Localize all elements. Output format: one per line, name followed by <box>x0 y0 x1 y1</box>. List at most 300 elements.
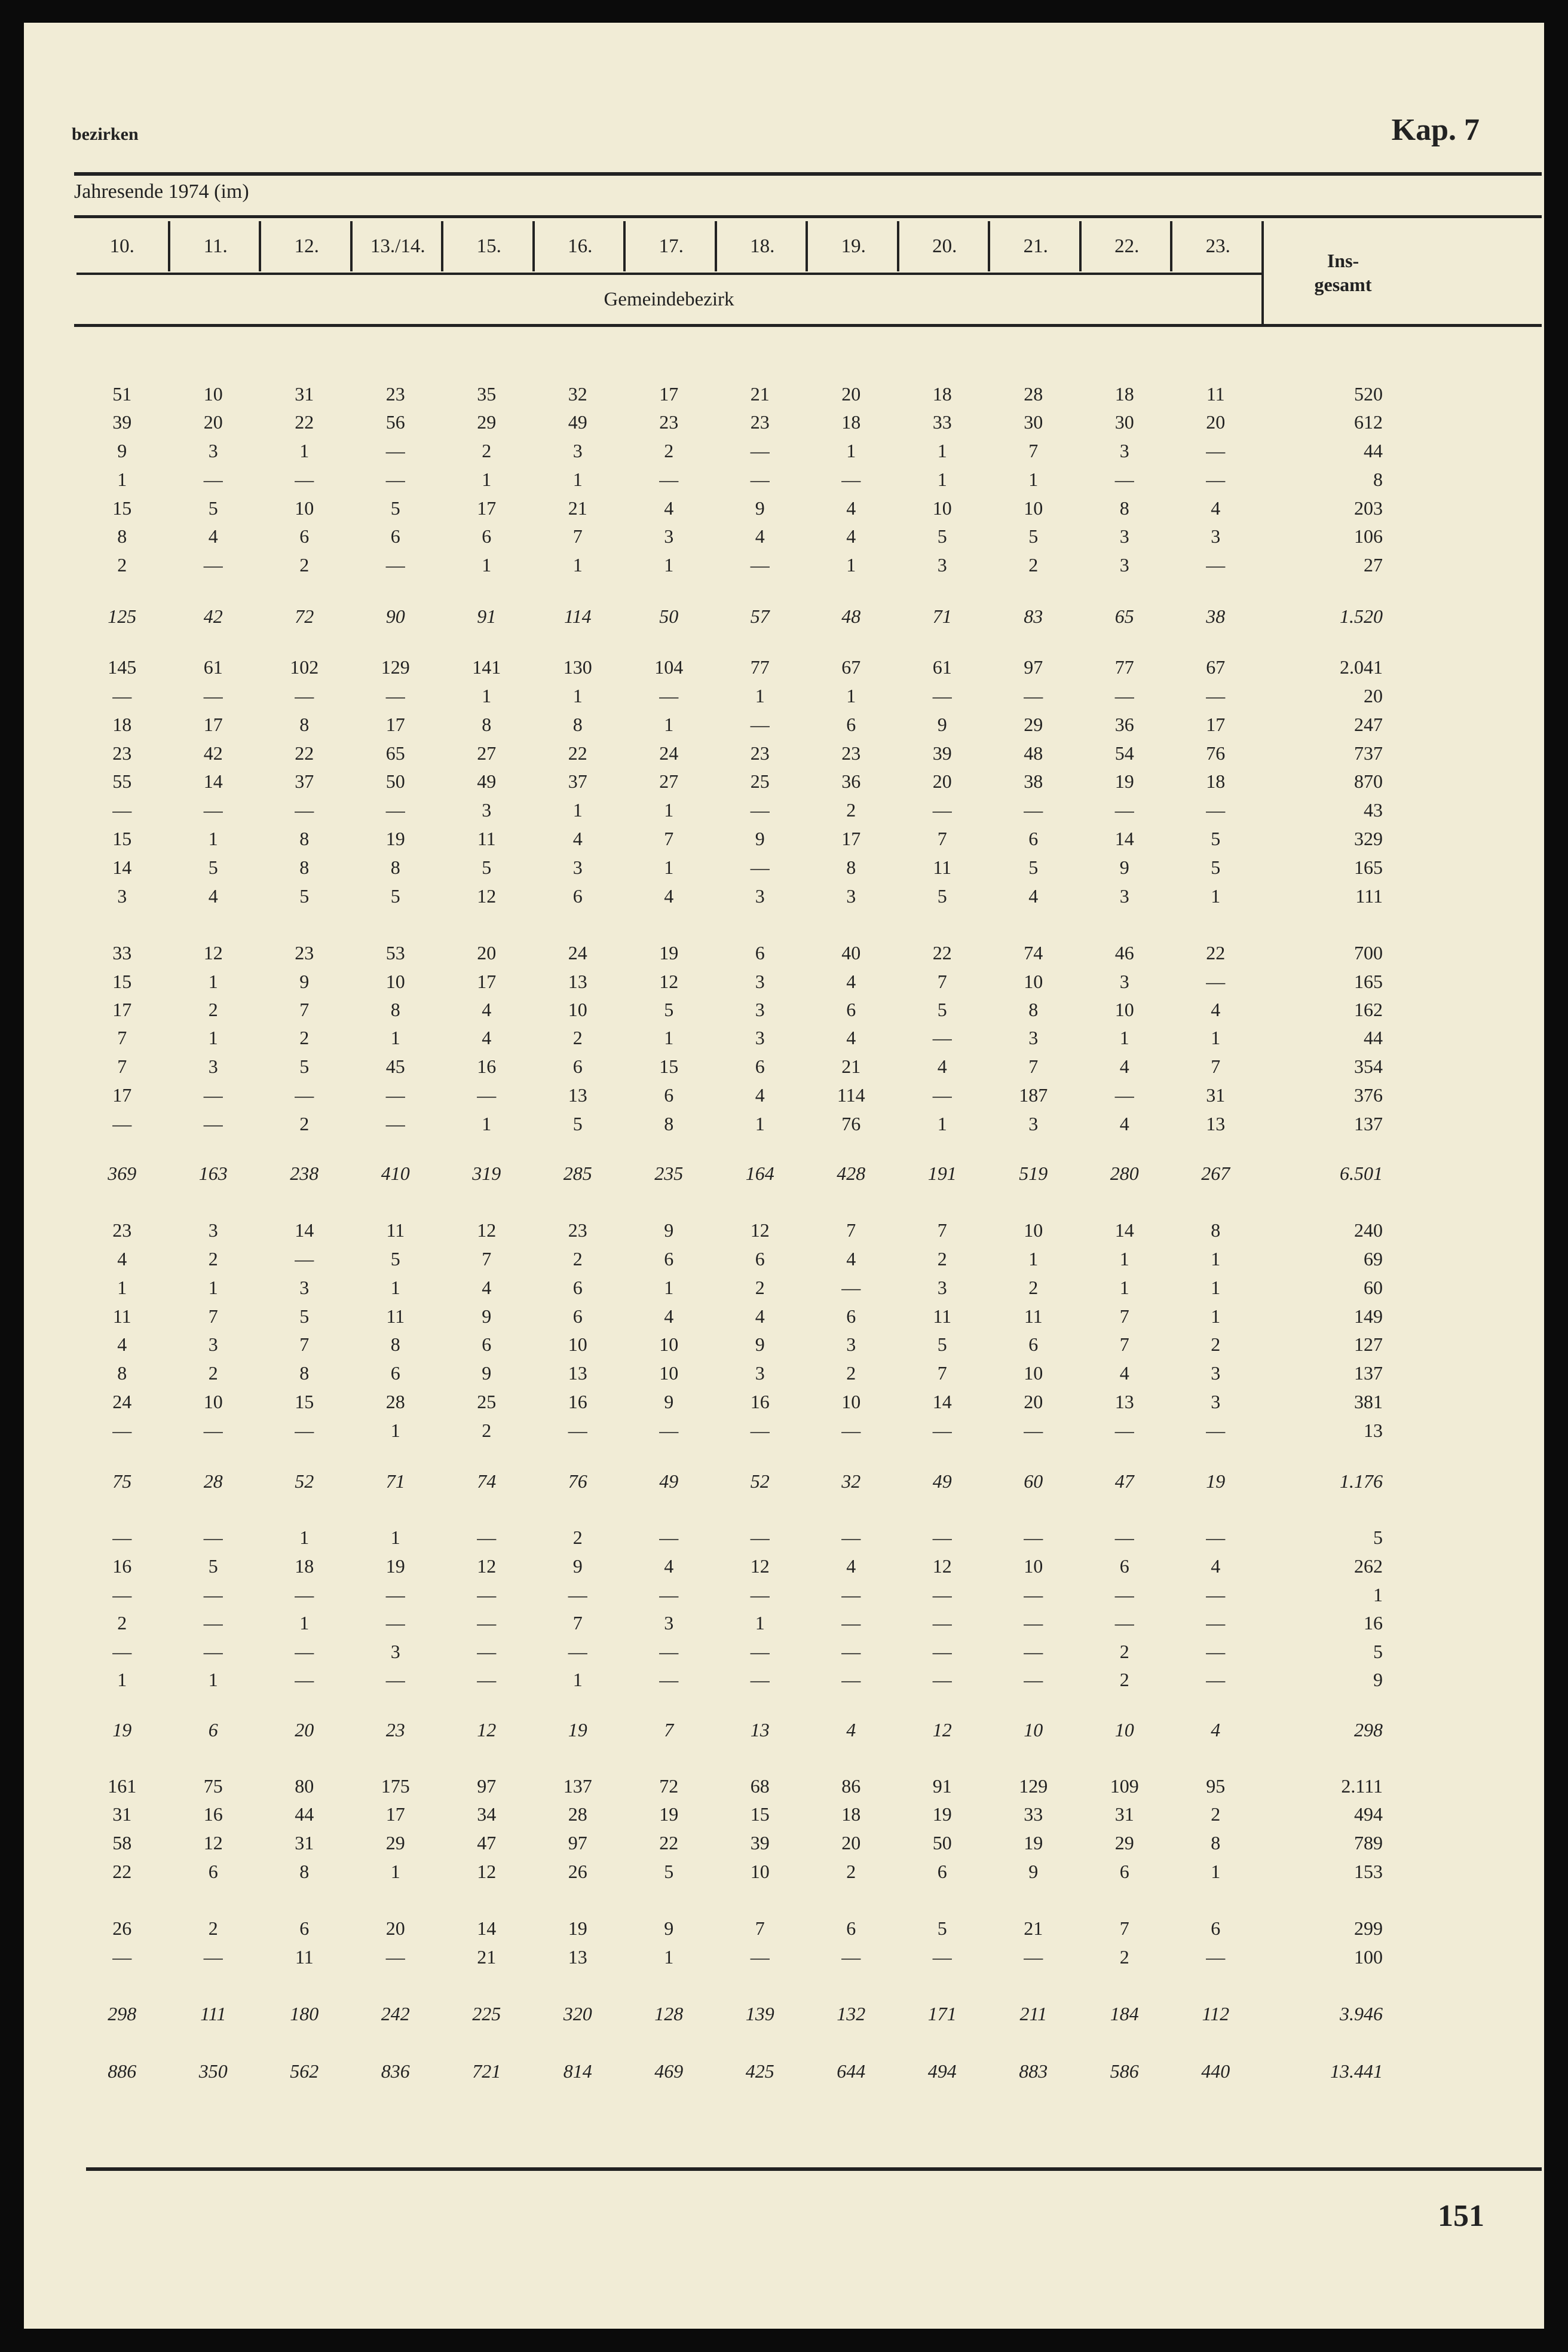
table-cell: 1 <box>572 469 583 490</box>
table-cell: 2 <box>846 1362 856 1384</box>
table-cell: — <box>1206 1669 1226 1690</box>
table-cell: — <box>1206 554 1226 576</box>
total-cell: 153 <box>1354 1861 1383 1882</box>
table-cell: 145 <box>108 656 137 678</box>
table-cell: — <box>385 1669 405 1690</box>
table-cell: 10 <box>1024 497 1043 519</box>
table-cell: 28 <box>203 1470 223 1492</box>
table-cell: 10 <box>1114 1719 1134 1741</box>
table-cell: 171 <box>927 2003 957 2024</box>
table-cell: 23 <box>385 1719 405 1741</box>
table-row <box>76 1914 1383 1943</box>
table-cell: 8 <box>1211 1219 1221 1241</box>
table-cell: 16 <box>568 1391 587 1412</box>
table-cell: 428 <box>837 1163 866 1184</box>
table-cell: 12 <box>750 1219 770 1241</box>
total-cell: 870 <box>1354 770 1383 792</box>
table-cell: 19 <box>568 1917 587 1939</box>
table-cell: 12 <box>477 885 497 907</box>
table-cell: 4 <box>846 1027 856 1048</box>
table-cell: 6 <box>846 999 856 1020</box>
table-cell: 14 <box>203 770 223 792</box>
table-cell: 1 <box>117 469 127 490</box>
table-cell: — <box>112 1641 132 1662</box>
table-cell: — <box>750 1527 770 1548</box>
total-cell: 520 <box>1354 383 1383 405</box>
table-cell: — <box>203 1946 223 1968</box>
table-cell: 130 <box>563 656 592 678</box>
table-cell: 15 <box>112 971 132 992</box>
total-cell: 9 <box>1373 1669 1383 1690</box>
table-cell: 4 <box>755 1084 765 1106</box>
table-cell: 8 <box>846 857 856 878</box>
table-cell: 2 <box>1211 1333 1221 1355</box>
table-cell: 23 <box>295 942 314 964</box>
table-cell: — <box>112 1584 132 1605</box>
table-cell: 6 <box>482 1333 492 1355</box>
column-header: 13./14. <box>350 221 444 271</box>
table-cell: — <box>203 799 223 821</box>
table-cell: 3 <box>755 999 765 1020</box>
table-cell: — <box>1206 1612 1226 1634</box>
table-cell: 16 <box>477 1056 497 1077</box>
table-cell: 3 <box>390 1641 400 1662</box>
total-cell: 69 <box>1364 1248 1383 1270</box>
table-cell: 28 <box>1024 383 1043 405</box>
table-cell: 31 <box>112 1803 132 1825</box>
table-cell: — <box>477 1612 497 1634</box>
table-cell: 91 <box>932 1775 952 1797</box>
table-cell: 23 <box>659 411 679 433</box>
table-cell: 21 <box>750 383 770 405</box>
table-cell: 5 <box>208 857 218 878</box>
table-cell: 8 <box>117 1362 127 1384</box>
table-cell: 74 <box>477 1470 497 1492</box>
table-cell: 57 <box>750 605 770 627</box>
total-cell: 494 <box>1354 1803 1383 1825</box>
table-cell: 9 <box>755 828 765 849</box>
table-cell: 1 <box>846 554 856 576</box>
total-cell: 203 <box>1354 497 1383 519</box>
table-cell: 1 <box>664 857 674 878</box>
table-cell: — <box>841 1420 861 1441</box>
table-cell: 17 <box>477 971 497 992</box>
table-cell: 65 <box>1114 605 1134 627</box>
table-cell: 5 <box>208 497 218 519</box>
table-cell: 12 <box>932 1719 952 1741</box>
table-cell: 2 <box>572 1248 583 1270</box>
table-cell: 814 <box>563 2060 592 2082</box>
table-cell: 7 <box>1119 1917 1129 1939</box>
table-cell: 102 <box>290 656 319 678</box>
table-cell: 3 <box>846 1333 856 1355</box>
table-cell: 6 <box>572 1305 583 1327</box>
table-row <box>76 436 1383 465</box>
total-label-line1: Ins- <box>1327 250 1359 271</box>
table-cell: 31 <box>295 1832 314 1854</box>
table-cell: — <box>659 685 679 706</box>
table-cell: — <box>932 685 952 706</box>
table-cell: — <box>385 1113 405 1134</box>
table-cell: 4 <box>1119 1362 1129 1384</box>
table-cell: 180 <box>290 2003 319 2024</box>
table-cell: 17 <box>112 1084 132 1106</box>
table-cell: 18 <box>112 714 132 735</box>
total-cell: 240 <box>1354 1219 1383 1241</box>
table-cell: 42 <box>203 742 223 764</box>
table-row <box>76 967 1383 996</box>
table-cell: 1 <box>390 1027 400 1048</box>
table-cell: 5 <box>390 885 400 907</box>
table-cell: 7 <box>937 1219 947 1241</box>
table-cell: 16 <box>112 1555 132 1577</box>
table-cell: 440 <box>1201 2060 1230 2082</box>
table-cell: — <box>568 1420 587 1441</box>
table-cell: 48 <box>1024 742 1043 764</box>
table-cell: 23 <box>841 742 861 764</box>
table-cell: 319 <box>472 1163 501 1184</box>
table-cell: 5 <box>1211 828 1221 849</box>
table-cell: 4 <box>664 1305 674 1327</box>
table-cell: — <box>1024 799 1043 821</box>
table-cell: 75 <box>112 1470 132 1492</box>
table-cell: 72 <box>295 605 314 627</box>
table-cell: 1 <box>664 714 674 735</box>
table-row <box>76 408 1383 436</box>
table-cell: 3 <box>1028 1113 1039 1134</box>
table-cell: 10 <box>568 1333 587 1355</box>
table-cell: — <box>750 1584 770 1605</box>
total-cell: 329 <box>1354 828 1383 849</box>
table-cell: — <box>841 1277 861 1298</box>
table-cell: 17 <box>203 714 223 735</box>
table-cell: 5 <box>299 1305 310 1327</box>
table-cell: 13 <box>1114 1391 1134 1412</box>
table-cell: — <box>295 1584 314 1605</box>
table-cell: 4 <box>1211 1719 1221 1741</box>
table-cell: 125 <box>108 605 137 627</box>
table-row <box>76 1552 1383 1580</box>
table-cell: 20 <box>1206 411 1226 433</box>
table-cell: 22 <box>568 742 587 764</box>
table-cell: 1 <box>1211 1277 1221 1298</box>
table-cell: 2 <box>482 440 492 461</box>
table-cell: 13 <box>750 1719 770 1741</box>
total-cell: 700 <box>1354 942 1383 964</box>
table-cell: 55 <box>112 770 132 792</box>
table-cell: — <box>1206 469 1226 490</box>
table-row <box>76 1330 1383 1359</box>
table-cell: 5 <box>937 525 947 547</box>
table-cell: 1 <box>482 554 492 576</box>
table-cell: 24 <box>659 742 679 764</box>
table-row <box>76 1608 1383 1637</box>
table-cell: 2 <box>299 554 310 576</box>
table-cell: 33 <box>932 411 952 433</box>
table-cell: — <box>1206 1641 1226 1662</box>
table-cell: 32 <box>841 1470 861 1492</box>
table-cell: 11 <box>477 828 496 849</box>
table-cell: 3 <box>208 1333 218 1355</box>
table-cell: 15 <box>112 497 132 519</box>
total-cell: 27 <box>1364 554 1383 576</box>
table-cell: 280 <box>1110 1163 1139 1184</box>
table-cell: 10 <box>203 383 223 405</box>
table-cell: 18 <box>295 1555 314 1577</box>
table-cell: 10 <box>1024 1362 1043 1384</box>
table-cell: 23 <box>112 742 132 764</box>
table-cell: 2 <box>755 1277 765 1298</box>
table-cell: — <box>841 1527 861 1548</box>
table-cell: — <box>112 1113 132 1134</box>
table-cell: 3 <box>572 440 583 461</box>
table-cell: 3 <box>482 799 492 821</box>
column-header: 18. <box>715 221 808 271</box>
table-cell: 1 <box>390 1527 400 1548</box>
table-cell: 6 <box>664 1084 674 1106</box>
table-row <box>76 681 1383 710</box>
table-cell: 8 <box>117 525 127 547</box>
table-cell: 184 <box>1110 2003 1139 2024</box>
table-cell: 80 <box>295 1775 314 1797</box>
table-cell: — <box>659 1669 679 1690</box>
table-cell: 2 <box>572 1027 583 1048</box>
table-cell: 644 <box>837 2060 866 2082</box>
table-cell: 76 <box>841 1113 861 1134</box>
table-cell: 6 <box>208 1861 218 1882</box>
table-cell: 9 <box>664 1917 674 1939</box>
table-cell: 4 <box>1211 497 1221 519</box>
table-cell: 1 <box>572 554 583 576</box>
table-cell: 1 <box>390 1861 400 1882</box>
table-cell: 49 <box>932 1470 952 1492</box>
table-cell: 238 <box>290 1163 319 1184</box>
table-cell: — <box>1114 1084 1134 1106</box>
total-cell: 299 <box>1354 1917 1383 1939</box>
table-row <box>76 1800 1383 1828</box>
table-cell: 67 <box>1206 656 1226 678</box>
table-cell: 4 <box>755 525 765 547</box>
table-cell: 11 <box>1206 383 1225 405</box>
table-cell: 30 <box>1114 411 1134 433</box>
table-cell: 19 <box>659 942 679 964</box>
table-cell: 8 <box>299 1362 310 1384</box>
table-cell: — <box>385 1084 405 1106</box>
table-cell: 163 <box>198 1163 228 1184</box>
table-cell: 36 <box>1114 714 1134 735</box>
table-cell: 494 <box>927 2060 957 2082</box>
table-cell: — <box>385 440 405 461</box>
table-cell: 2 <box>299 1027 310 1048</box>
table-cell: 14 <box>1114 1219 1134 1241</box>
table-cell: 97 <box>568 1832 587 1854</box>
table-cell: 10 <box>1114 999 1134 1020</box>
table-cell: 33 <box>112 942 132 964</box>
total-cell: 381 <box>1354 1391 1383 1412</box>
table-cell: 1 <box>482 685 492 706</box>
total-cell: 354 <box>1354 1056 1383 1077</box>
table-cell: 2 <box>1119 1669 1129 1690</box>
table-cell: 29 <box>385 1832 405 1854</box>
table-cell: 20 <box>932 770 952 792</box>
table-cell: — <box>750 1946 770 1968</box>
table-cell: 38 <box>1206 605 1226 627</box>
table-row <box>76 710 1383 739</box>
table-cell: 6 <box>1028 1333 1039 1355</box>
table-cell: 24 <box>112 1391 132 1412</box>
table-cell: 1 <box>846 440 856 461</box>
table-cell: 2 <box>208 1248 218 1270</box>
column-header: 23. <box>1170 221 1264 271</box>
table-cell: 4 <box>208 885 218 907</box>
table-cell: 2 <box>208 999 218 1020</box>
table-cell: 242 <box>381 2003 410 2024</box>
table-cell: 12 <box>203 1832 223 1854</box>
table-row <box>76 1637 1383 1666</box>
table-cell: 425 <box>745 2060 774 2082</box>
table-cell: 4 <box>937 1056 947 1077</box>
table-cell: 3 <box>208 1056 218 1077</box>
table-cell: 19 <box>385 1555 405 1577</box>
table-cell: 2 <box>846 799 856 821</box>
table-cell: 39 <box>112 411 132 433</box>
table-cell: 13 <box>568 1084 587 1106</box>
table-cell: 31 <box>1114 1803 1134 1825</box>
table-cell: 7 <box>1028 1056 1039 1077</box>
table-cell: 50 <box>659 605 679 627</box>
table-cell: — <box>750 440 770 461</box>
table-cell: 7 <box>117 1027 127 1048</box>
table-cell: 14 <box>112 857 132 878</box>
table-cell: — <box>659 1527 679 1548</box>
table-cell: 91 <box>477 605 497 627</box>
total-cell: 8 <box>1373 469 1383 490</box>
table-cell: 6 <box>208 1719 218 1741</box>
table-cell: 9 <box>299 971 310 992</box>
total-cell: 44 <box>1364 1027 1383 1048</box>
table-cell: — <box>841 1946 861 1968</box>
table-cell: 12 <box>477 1555 497 1577</box>
table-cell: 51 <box>112 383 132 405</box>
table-cell: 1 <box>482 469 492 490</box>
total-cell: 162 <box>1354 999 1383 1020</box>
table-cell: — <box>385 685 405 706</box>
table-cell: — <box>1206 971 1226 992</box>
table-cell: 225 <box>472 2003 501 2024</box>
table-cell: 47 <box>1114 1470 1134 1492</box>
table-cell: 1 <box>299 440 310 461</box>
table-cell: 1 <box>299 1527 310 1548</box>
table-cell: 3 <box>1211 525 1221 547</box>
table-cell: 18 <box>932 383 952 405</box>
table-cell: 3 <box>1119 554 1129 576</box>
table-cell: 97 <box>477 1775 497 1797</box>
table-cell: 16 <box>203 1803 223 1825</box>
table-cell: 17 <box>659 383 679 405</box>
table-cell: 14 <box>477 1917 497 1939</box>
table-cell: 35 <box>477 383 497 405</box>
total-cell: 127 <box>1354 1333 1383 1355</box>
table-cell: 76 <box>568 1470 587 1492</box>
table-cell: 112 <box>1202 2003 1230 2024</box>
table-cell: 27 <box>477 742 497 764</box>
table-cell: 77 <box>1114 656 1134 678</box>
bottom-rule <box>86 2167 1542 2171</box>
table-cell: — <box>750 1420 770 1441</box>
table-cell: 298 <box>108 2003 137 2024</box>
table-cell: 10 <box>1024 1555 1043 1577</box>
table-cell: 4 <box>846 525 856 547</box>
table-cell: 164 <box>745 1163 774 1184</box>
table-cell: — <box>659 1584 679 1605</box>
table-cell: — <box>203 1527 223 1548</box>
table-cell: 10 <box>385 971 405 992</box>
table-cell: 4 <box>846 1248 856 1270</box>
table-row <box>76 824 1383 853</box>
table-cell: — <box>841 1584 861 1605</box>
table-cell: 9 <box>664 1219 674 1241</box>
table-cell: — <box>750 857 770 878</box>
table-cell: 4 <box>482 1027 492 1048</box>
table-cell: 139 <box>745 2003 774 2024</box>
table-cell: 72 <box>659 1775 679 1797</box>
table-cell: 3 <box>1119 525 1129 547</box>
table-cell: — <box>295 1641 314 1662</box>
table-cell: 23 <box>385 383 405 405</box>
total-cell: 100 <box>1354 1946 1383 1968</box>
table-cell: — <box>932 1420 952 1441</box>
table-cell: 36 <box>841 770 861 792</box>
table-cell: 13 <box>568 1946 587 1968</box>
table-cell: 17 <box>385 1803 405 1825</box>
total-cell: 1.176 <box>1340 1470 1383 1492</box>
table-cell: 26 <box>112 1917 132 1939</box>
table-cell: 5 <box>1028 857 1039 878</box>
table-cell: 137 <box>563 1775 592 1797</box>
table-cell: 6 <box>1028 828 1039 849</box>
total-cell: 165 <box>1354 971 1383 992</box>
table-cell: 369 <box>108 1163 137 1184</box>
table-cell: — <box>1024 1669 1043 1690</box>
table-cell: — <box>295 685 314 706</box>
table-cell: 4 <box>1211 999 1221 1020</box>
table-cell: 6 <box>572 1277 583 1298</box>
table-cell: 34 <box>477 1803 497 1825</box>
table-cell: — <box>932 1527 952 1548</box>
table-cell: 1 <box>755 685 765 706</box>
total-cell: 111 <box>1355 885 1383 907</box>
table-cell: 7 <box>572 525 583 547</box>
table-cell: 7 <box>664 828 674 849</box>
table-cell: 211 <box>1019 2003 1048 2024</box>
table-row <box>76 1244 1383 1273</box>
table-cell: 20 <box>1024 1391 1043 1412</box>
total-cell: 44 <box>1364 440 1383 461</box>
table-cell: 267 <box>1201 1163 1230 1184</box>
table-row <box>76 522 1383 550</box>
table-cell: 2 <box>117 554 127 576</box>
table-cell: — <box>1114 799 1134 821</box>
table-cell: 3 <box>299 1277 310 1298</box>
table-cell: — <box>932 1612 952 1634</box>
total-cell: 612 <box>1354 411 1383 433</box>
table-cell: — <box>1206 1527 1226 1548</box>
table-cell: 132 <box>837 2003 866 2024</box>
table-cell: 31 <box>295 383 314 405</box>
table-cell: 19 <box>1114 770 1134 792</box>
table-cell: 11 <box>295 1946 314 1968</box>
total-cell: 247 <box>1354 714 1383 735</box>
